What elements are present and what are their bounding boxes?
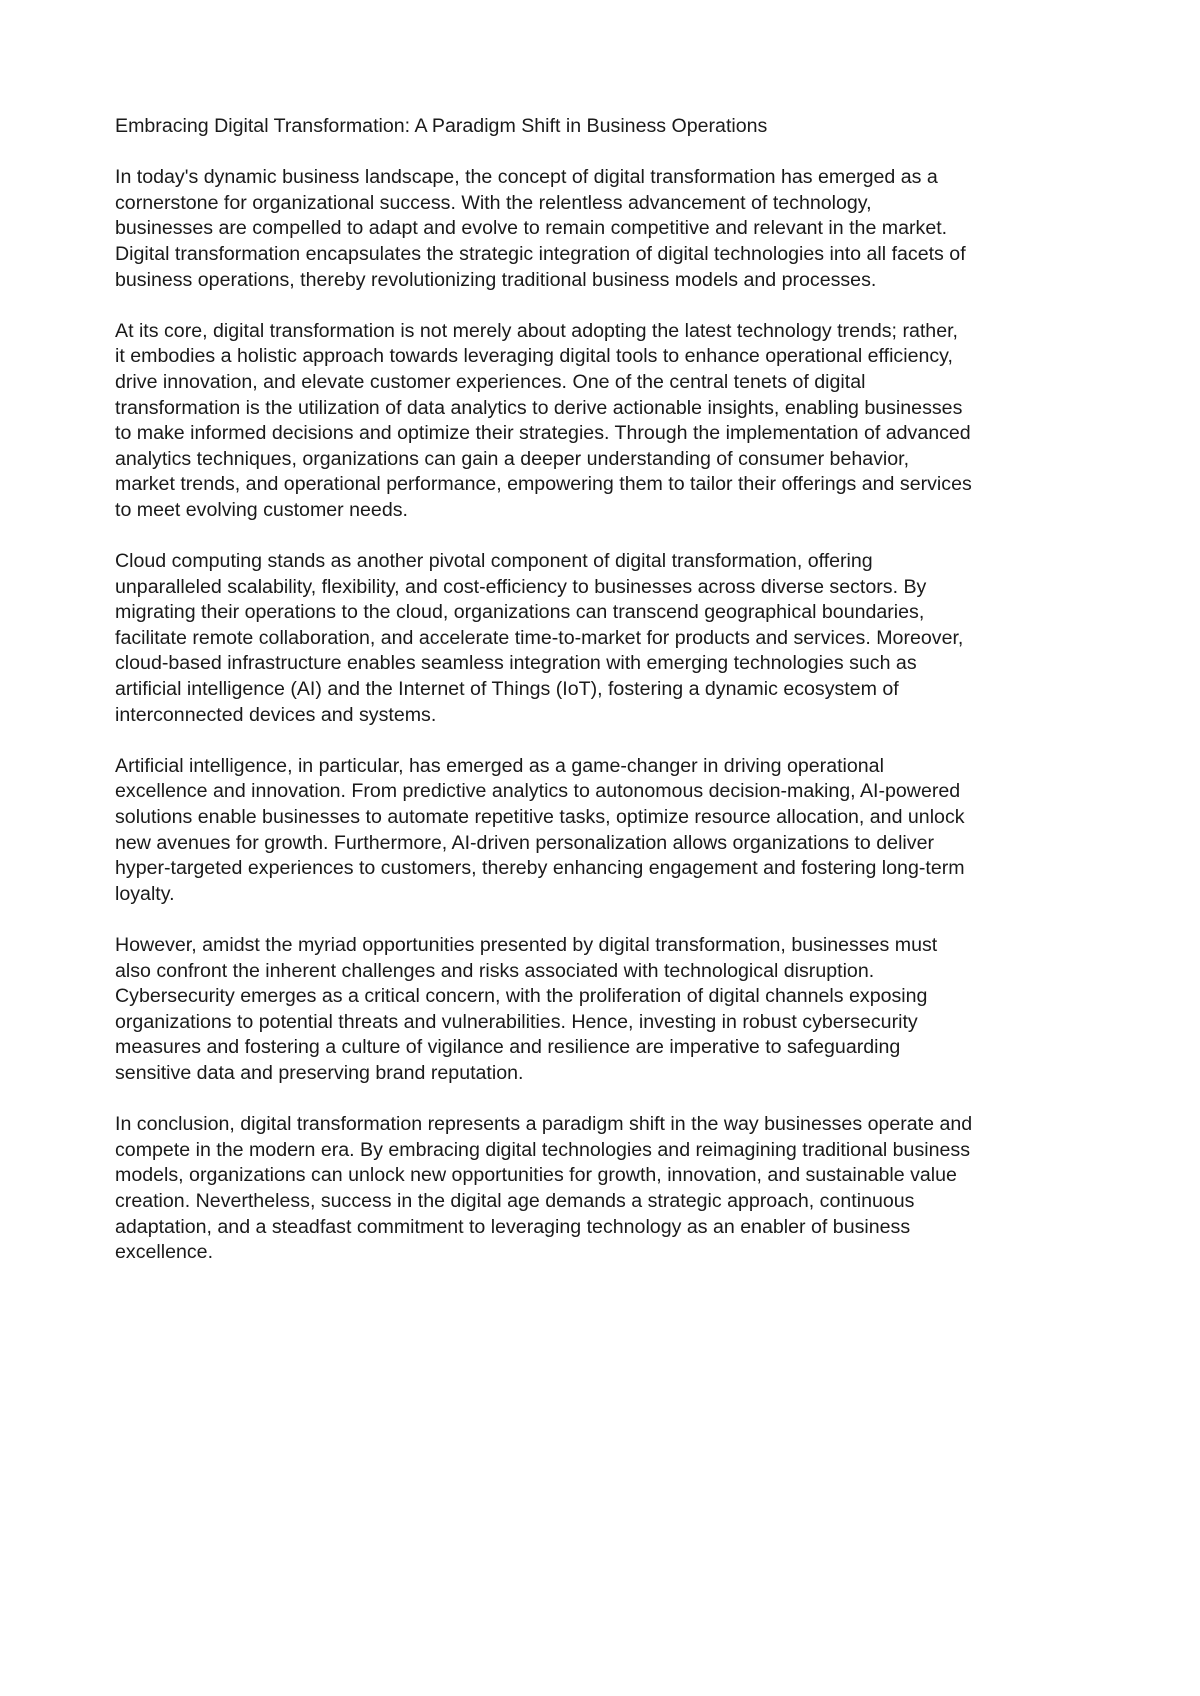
text-line: facilitate remote collaboration, and accelerate time-to-market for products and services. Moreover, [115, 626, 964, 649]
text-line: analytics techniques, organizations can gain a deeper understanding of consumer behavior, [115, 447, 910, 470]
text-line: drive innovation, and elevate customer experiences. One of the central tenets of digital [115, 370, 866, 393]
text-line: migrating their operations to the cloud, organizations can transcend geographical boundaries, [115, 601, 925, 624]
document-body [115, 114, 1100, 1291]
text-line: businesses are compelled to adapt and evolve to remain competitive and relevant in the market. [115, 217, 948, 240]
text-line: Artificial intelligence, in particular, has emerged as a game-changer in driving operational [115, 754, 884, 777]
text-line: models, organizations can unlock new opportunities for growth, innovation, and sustainable value [115, 1164, 957, 1187]
paragraph-core [115, 319, 1100, 524]
text-line: creation. Nevertheless, success in the digital age demands a strategic approach, continuous [115, 1189, 915, 1212]
text-line: sensitive data and preserving brand reputation. [115, 1061, 524, 1084]
text-line: business operations, thereby revolutionizing traditional business models and processes. [115, 268, 877, 291]
text-line: organizations to potential threats and vulnerabilities. Hence, investing in robust cybersecurity [115, 1010, 918, 1033]
text-line: new avenues for growth. Furthermore, AI-driven personalization allows organizations to deliver [115, 831, 934, 854]
paragraph-cybersecurity [115, 933, 1100, 1087]
paragraph-ai [115, 754, 1100, 908]
text-line: unparalleled scalability, flexibility, and cost-efficiency to businesses across diverse sectors. By [115, 575, 927, 598]
text-line: also confront the inherent challenges and risks associated with technological disruption. [115, 959, 875, 982]
text-line: compete in the modern era. By embracing digital technologies and reimagining traditional business [115, 1138, 970, 1161]
text-line: At its core, digital transformation is not merely about adopting the latest technology trends; rather, [115, 319, 958, 342]
text-line: excellence and innovation. From predictive analytics to autonomous decision-making, AI-powered [115, 780, 961, 803]
text-line: artificial intelligence (AI) and the Internet of Things (IoT), fostering a dynamic ecosystem of [115, 678, 899, 701]
text-line: to make informed decisions and optimize their strategies. Through the implementation of advanced [115, 422, 971, 445]
paragraph-intro [115, 165, 1100, 293]
paragraph-conclusion [115, 1112, 1100, 1266]
text-line: Cybersecurity emerges as a critical concern, with the proliferation of digital channels exposing [115, 985, 928, 1008]
text-line: adaptation, and a steadfast commitment to leveraging technology as an enabler of business [115, 1215, 911, 1238]
text-line: interconnected devices and systems. [115, 703, 437, 726]
text-line: However, amidst the myriad opportunities presented by digital transformation, businesses must [115, 934, 938, 956]
text-line: Cloud computing stands as another pivotal component of digital transformation, offering [115, 550, 873, 573]
text-line: market trends, and operational performance, empowering them to tailor their offerings and services [115, 473, 972, 496]
paragraph-cloud [115, 549, 1100, 728]
text-line: to meet evolving customer needs. [115, 498, 408, 521]
text-line: loyalty. [115, 882, 175, 905]
text-line: In today's dynamic business landscape, the concept of digital transformation has emerged as a [115, 166, 938, 189]
text-line: measures and fostering a culture of vigilance and resilience are imperative to safeguarding [115, 1036, 901, 1059]
text-line: cloud-based infrastructure enables seamless integration with emerging technologies such as [115, 652, 917, 675]
text-line: excellence. [115, 1241, 214, 1264]
text-line: Digital transformation encapsulates the strategic integration of digital technologies into all facets of [115, 242, 966, 265]
text-line: it embodies a holistic approach towards leveraging digital tools to enhance operational efficiency, [115, 345, 953, 368]
text-line: In conclusion, digital transformation represents a paradigm shift in the way businesses operate and [115, 1113, 973, 1136]
document-title: Embracing Digital Transformation: A Paradigm Shift in Business Operations [115, 115, 768, 137]
text-line: hyper-targeted experiences to customers, thereby enhancing engagement and fostering long-term [115, 857, 965, 880]
text-line: transformation is the utilization of data analytics to derive actionable insights, enabling businesses [115, 396, 963, 419]
text-line: solutions enable businesses to automate repetitive tasks, optimize resource allocation, and unlock [115, 806, 965, 829]
text-line: cornerstone for organizational success. With the relentless advancement of technology, [115, 191, 872, 214]
